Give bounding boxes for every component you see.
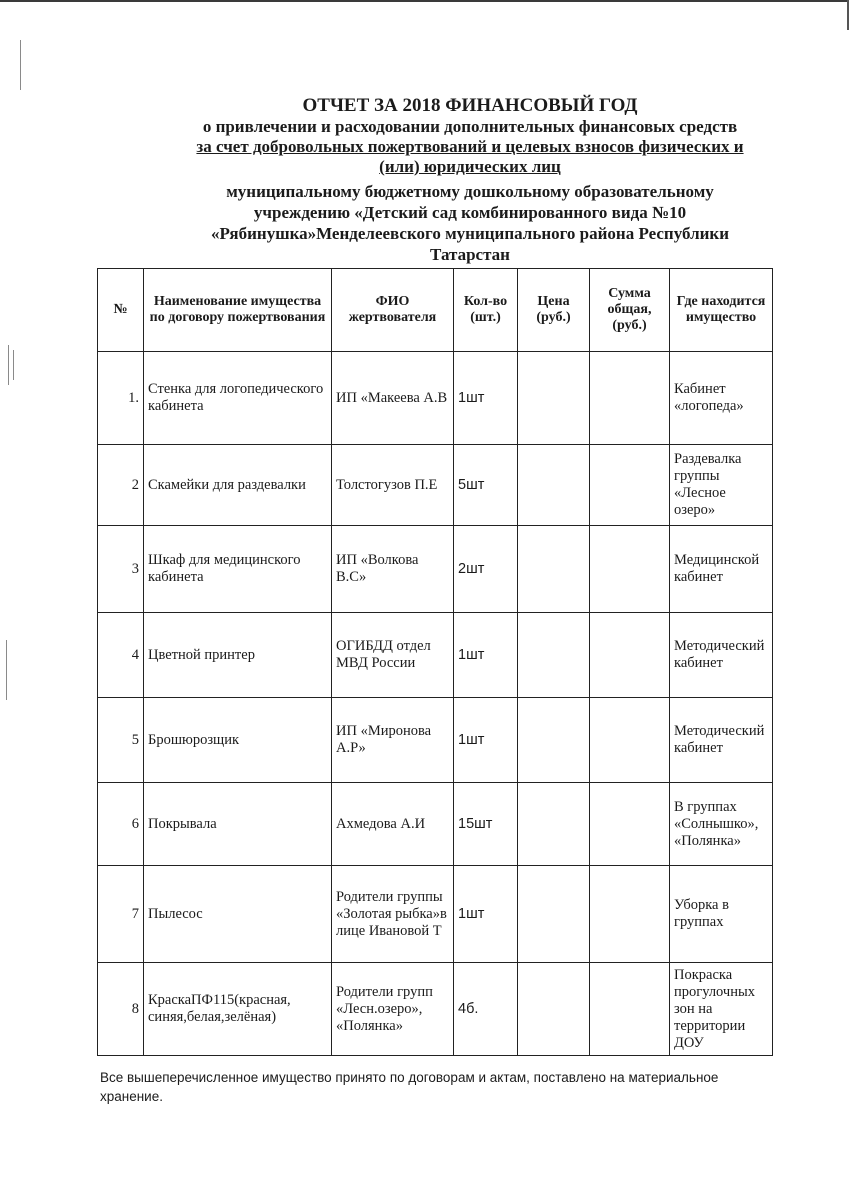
table-row [98,613,773,698]
col-header-price: Цена (руб.) [518,269,590,352]
donations-table [97,268,773,1056]
institution-line-3: «Рябинушка»Менделеевского муниципального района Республики [210,224,729,243]
row-item-name: Пылесос [144,866,332,963]
row-sum [590,783,670,866]
row-location: Покраска прогулочных зон на территории ДОУ [670,963,773,1056]
row-item-name: Брошюрозщик [144,698,332,783]
scan-edge-top [0,0,849,2]
row-num: 4 [98,613,144,698]
row-item-name: Стенка для логопедического кабинета [144,352,332,445]
row-item-name: Шкаф для медицинского кабинета [144,526,332,613]
row-price [518,963,590,1056]
row-item-name: Цветной принтер [144,613,332,698]
row-num: 7 [98,866,144,963]
row-location: Раздевалка группы «Лесное озеро» [670,445,773,526]
row-price [518,526,590,613]
row-item-name: Покрывала [144,783,332,866]
table-row [98,698,773,783]
row-location: Уборка в группах [670,866,773,963]
row-donor: ИП «Волкова В.С» [332,526,454,613]
row-sum [590,698,670,783]
institution-line-1: муниципальному бюджетному дошкольному образовательному [226,182,714,201]
row-qty: 2шт [454,526,518,613]
row-location: Методический кабинет [670,613,773,698]
table-row [98,783,773,866]
institution-line-4: Татарстан [430,245,510,264]
row-num: 8 [98,963,144,1056]
row-qty: 1шт [454,866,518,963]
table-row [98,963,773,1056]
table-row [98,866,773,963]
row-num: 1. [98,352,144,445]
col-header-num: № [98,269,144,352]
row-num: 3 [98,526,144,613]
report-header [120,95,820,265]
footer-note: Все вышеперечисленное имущество принято по договорам и актам, поставлено на материальное хранение. [100,1070,719,1104]
row-qty: 1шт [454,613,518,698]
row-donor: ИП «Миронова А.Р» [332,698,454,783]
col-header-location: Где находится имущество [670,269,773,352]
row-sum [590,352,670,445]
row-num: 2 [98,445,144,526]
table-header-row [98,269,773,352]
row-item-name: Скамейки для раздевалки [144,445,332,526]
row-qty: 15шт [454,783,518,866]
row-price [518,613,590,698]
row-qty: 1шт [454,698,518,783]
row-sum [590,445,670,526]
row-donor: ОГИБДД отдел МВД России [332,613,454,698]
row-location: Медицинской кабинет [670,526,773,613]
col-header-donor: ФИО жертвователя [332,269,454,352]
row-price [518,866,590,963]
scan-artifact [20,40,21,90]
row-qty: 5шт [454,445,518,526]
row-donor: Толстогузов П.Е [332,445,454,526]
row-donor: Ахмедова А.И [332,783,454,866]
table-row [98,445,773,526]
row-price [518,698,590,783]
row-location: В группах «Солнышко», «Полянка» [670,783,773,866]
table-row [98,352,773,445]
row-price [518,783,590,866]
scan-artifact [13,350,14,380]
scan-artifact [6,640,7,700]
report-subtitle-line-1: о привлечении и расходовании дополнительных финансовых средств [202,117,738,136]
table-row [98,526,773,613]
report-subtitle-line-3: (или) юридических лиц [379,157,561,176]
report-title: ОТЧЕТ ЗА 2018 ФИНАНСОВЫЙ ГОД [302,95,638,116]
report-subtitle-line-2: за счет добровольных пожертвований и целевых взносов физических и [196,137,744,156]
row-donor: ИП «Макеева А.В [332,352,454,445]
row-qty: 1шт [454,352,518,445]
row-location: Методический кабинет [670,698,773,783]
col-header-sum: Сумма общая, (руб.) [590,269,670,352]
row-price [518,352,590,445]
institution-name [120,181,820,265]
row-num: 6 [98,783,144,866]
row-sum [590,866,670,963]
row-item-name: КраскаПФ115(красная, синяя,белая,зелёная) [144,963,332,1056]
row-num: 5 [98,698,144,783]
row-location: Кабинет «логопеда» [670,352,773,445]
row-sum [590,963,670,1056]
col-header-name: Наименование имущества по договору пожертвования [144,269,332,352]
row-donor: Родители групп «Лесн.озеро», «Полянка» [332,963,454,1056]
scan-artifact [8,345,9,385]
row-donor: Родители группы «Золотая рыбка»в лице Ивановой Т [332,866,454,963]
institution-line-2: учреждению «Детский сад комбинированного вида №10 [253,203,687,222]
row-sum [590,526,670,613]
row-qty: 4б. [454,963,518,1056]
col-header-qty: Кол-во (шт.) [454,269,518,352]
row-sum [590,613,670,698]
row-price [518,445,590,526]
